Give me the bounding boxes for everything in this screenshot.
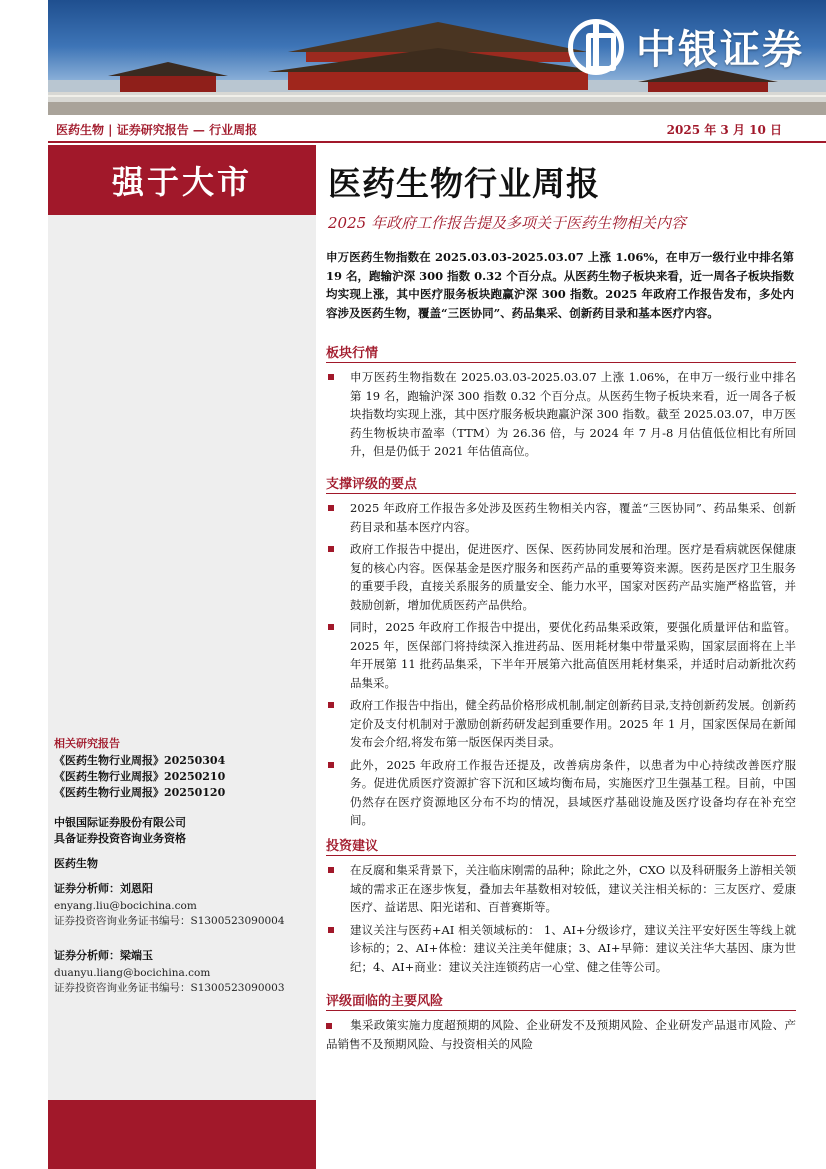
section-title: 投资建议	[326, 835, 796, 856]
company-name: 中银国际证券股份有限公司	[54, 816, 186, 829]
bullet-square-icon	[328, 867, 334, 873]
bullet-text: 政府工作报告中指出，健全药品价格形成机制,制定创新药目录,支持创新药发展。创新药定价及支付机制对于激励创新药研发起到重要作用。2025 年 1 月，国家医保局在新闻发布会介绍,将发布第一版医保丙类目录。	[350, 698, 796, 749]
section-advice	[326, 835, 796, 980]
analyst-cert: 证券投资咨询业务证书编号：S1300523090004	[54, 915, 285, 927]
report-subheader	[48, 117, 826, 143]
bullet-square-icon	[328, 505, 334, 511]
section-points	[326, 473, 796, 834]
company-qualification: 具备证券投资咨询业务资格	[54, 832, 186, 845]
list-item	[326, 368, 796, 461]
breadcrumb: 医药生物 | 证券研究报告 — 行业周报	[56, 123, 258, 137]
analyst-email[interactable]: duanyu.liang@bocichina.com	[54, 967, 211, 979]
section-title: 板块行情	[326, 342, 796, 363]
report-subtitle: 2025 年政府工作报告提及多项关于医药生物相关内容	[328, 214, 686, 232]
related-report-item[interactable]: 《医药生物行业周报》20250120	[54, 786, 226, 799]
list-item	[326, 618, 796, 692]
list-item	[326, 861, 796, 917]
rating-badge: 强于大市	[48, 145, 316, 215]
header-banner	[48, 0, 826, 115]
analyst-cert: 证券投资咨询业务证书编号：S1300523090003	[54, 982, 285, 994]
section-title: 支撑评级的要点	[326, 473, 796, 494]
bullet-text: 申万医药生物指数在 2025.03.03-2025.03.07 上涨 1.06%，在申万一级行业中排名第 19 名，跑输沪深 300 指数 0.32 个百分点。从医药生物子板块来看，近一周各子板块指数均实现上涨，其中医疗服务板块跑赢沪深 300 指数。截至 2025.03.07，申万医药生物板块市盈率（TTM）为 26.36 倍，与 2024 年 7 月-8 月估值低位相比有所回升，但是仍低于 2021 年估值高位。	[350, 370, 796, 458]
related-report-item[interactable]: 《医药生物行业周报》20250304	[54, 754, 226, 767]
list-item	[326, 921, 796, 977]
report-title: 医药生物行业周报	[328, 164, 600, 203]
boc-logo-icon	[568, 19, 624, 75]
bullet-square-icon	[326, 1023, 332, 1029]
list-item	[326, 756, 796, 830]
bullet-text: 此外，2025 年政府工作报告还提及，改善病房条件，以患者为中心持续改善医疗服务。促进优质医疗资源扩容下沉和区域均衡布局，实施医疗卫生强基工程。目前，中国仍然存在医疗资源地区分布不均的情况，县域医疗基础设施及医疗设备均存在补充空间。	[350, 757, 796, 827]
industry-label: 医药生物	[54, 857, 98, 870]
brand-logo	[568, 18, 804, 75]
list-item	[326, 540, 796, 614]
analyst-card	[54, 948, 314, 996]
bullet-text: 2025 年政府工作报告多处涉及医药生物相关内容，覆盖“三医协同”、药品集采、创新药目录和基本医疗内容。	[350, 501, 796, 534]
list-item	[326, 499, 796, 536]
report-date: 2025 年 3 月 10 日	[666, 123, 782, 137]
bullet-square-icon	[328, 374, 334, 380]
bullet-square-icon	[328, 546, 334, 552]
risk-text: 集采政策实施力度超预期的风险、企业研发不及预期风险、企业研发产品退市风险、产品销售不及预期风险、与投资相关的风险	[326, 1018, 796, 1051]
analyst-name: 证券分析师：梁端玉	[54, 949, 153, 962]
section-risk	[326, 990, 796, 1053]
left-footer-strip	[48, 1100, 316, 1169]
analyst-card	[54, 881, 314, 929]
related-report-item[interactable]: 《医药生物行业周报》20250210	[54, 770, 226, 783]
risk-paragraph	[326, 1016, 796, 1053]
report-summary: 申万医药生物指数在 2025.03.03-2025.03.07 上涨 1.06%，在申万一级行业中排名第 19 名，跑输沪深 300 指数 0.32 个百分点。从医药生物子板块来看，近一周各子板块指数均实现上涨，其中医疗服务板块跑赢沪深 300 指数。2025 年政府工作报告发布，多处内容涉及医药生物，覆盖“三医协同”、药品集采、创新药目录和基本医疗内容。	[326, 250, 794, 320]
analyst-name: 证券分析师：刘恩阳	[54, 882, 153, 895]
bullet-square-icon	[328, 762, 334, 768]
section-market	[326, 342, 796, 465]
related-reports	[54, 735, 310, 801]
left-sidebar	[48, 145, 316, 1100]
list-item	[326, 696, 796, 752]
bullet-text: 在反腐和集采背景下，关注临床刚需的品种；除此之外，CXO 以及科研服务上游相关领域的需求正在逐步恢复，叠加去年基数相对较低，建议关注相关标的：三友医疗、爱康医疗、益诺思、阳光诺和、百普赛斯等。	[350, 863, 796, 914]
section-title: 评级面临的主要风险	[326, 990, 796, 1011]
company-info	[54, 815, 310, 847]
bullet-text: 同时，2025 年政府工作报告中提出，要优化药品集采政策，要强化质量评估和监管。2025 年，医保部门将持续深入推进药品、医用耗材集中带量采购，国家层面将在上半年开展第 11 批药品集采，下半年开展第六批高值医用耗材集采，并适时启动新批次药品集采。	[350, 620, 796, 690]
related-reports-title: 相关研究报告	[54, 737, 120, 750]
bullet-text: 建议关注与医药+AI 相关领域标的： 1、AI+分级诊疗，建议关注平安好医生等线上就诊标的；2、AI+体检：建议关注美年健康；3、AI+早筛：建议关注华大基因、康为世纪；4、AI+商业：建议关注连锁药店一心堂、健之佳等公司。	[350, 922, 796, 974]
bullet-square-icon	[328, 702, 334, 708]
bullet-square-icon	[328, 927, 334, 933]
analyst-email[interactable]: enyang.liu@bocichina.com	[54, 900, 197, 912]
brand-name: 中银证券	[636, 27, 804, 73]
bullet-square-icon	[328, 624, 334, 630]
bullet-text: 政府工作报告中提出，促进医疗、医保、医药协同发展和治理。医疗是看病就医保健康复的核心内容。医保基金是医疗服务和医药产品的重要筹资来源。医药是医疗卫生服务的重要手段，直接关系服务的质量安全、能力水平，国家对医药产品实施严格监管，并鼓励创新，增加优质医药产品供给。	[350, 542, 796, 612]
